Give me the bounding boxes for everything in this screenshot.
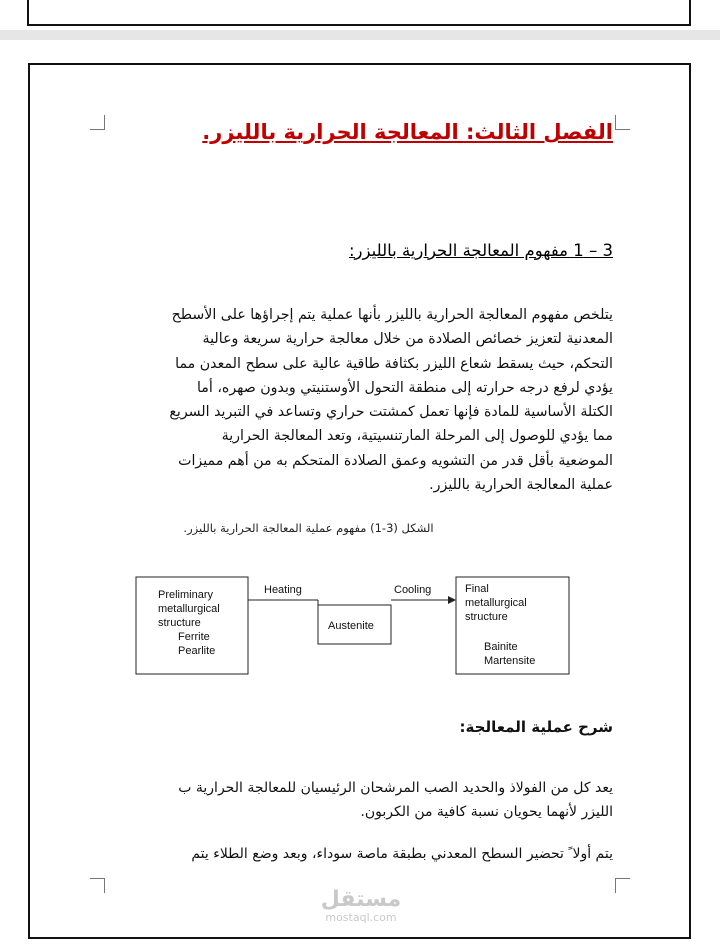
- paragraph-line: الموضعية بأقل قدر من التشويه وعمق الصلادة المتحكم به من أهم مميزات: [178, 452, 613, 469]
- paragraph-line: الليزر لأنهما يحويان نسبة كافية من الكربون.: [360, 804, 613, 820]
- figure-caption: الشكل (3-1) مفهوم عملية المعالجة الحرارية بالليزر.: [183, 521, 434, 535]
- paragraph-line: مما يؤدي للوصول إلى المرحلة المارتنسيتية، وتعد المعالجة الحرارية: [221, 428, 613, 445]
- paragraph-line: التحكم، حيث يسقط شعاع الليزر بكثافة طاقية عالية على سطح المعدن مما: [175, 355, 613, 372]
- previous-page-bottom: [0, 0, 720, 30]
- box-left-line: Pearlite: [178, 645, 216, 657]
- body-paragraph-3: يتم أولا ً تحضير السطح المعدني بطبقة ماصة سوداء، وبعد وضع الطلاء يتم: [191, 846, 613, 862]
- document-page: [0, 40, 720, 946]
- body-paragraph-2: [101, 776, 613, 824]
- box-left-line: Preliminary: [158, 589, 214, 601]
- page-gap: [0, 30, 720, 40]
- box-right-line: Bainite: [484, 641, 518, 653]
- box-right-line: structure: [465, 611, 508, 623]
- arrow-cooling-head: [448, 596, 456, 604]
- label-cooling: Cooling: [394, 584, 432, 596]
- section-title: 3 – 1 مفهوم المعالجة الحرارية بالليزر:: [349, 241, 613, 260]
- paragraph-line: يعد كل من الفولاذ والحديد الصب المرشحان الرئيسيان للمعالجة الحرارية ب: [178, 780, 613, 796]
- box-middle-text: Austenite: [328, 620, 374, 632]
- chapter-title: الفصل الثالث: المعالجة الحرارية بالليزر.: [202, 120, 613, 144]
- paragraph-line: المعدنية لتعزيز خصائص الصلادة من خلال معالجة حرارية سريعة وعالية: [202, 331, 613, 348]
- previous-page-border: [27, 0, 691, 26]
- mostaql-watermark-logo: [316, 888, 406, 924]
- box-right-line: Final: [465, 583, 489, 595]
- paragraph-line: يتلخص مفهوم المعالجة الحرارية بالليزر بأنها عملية يتم إجراؤها على الأسطح: [171, 307, 613, 323]
- paragraph-line: عملية المعالجة الحرارية بالليزر.: [429, 477, 613, 494]
- watermark-arabic: مستقل: [320, 887, 402, 912]
- explain-title: شرح عملية المعالجة:: [459, 718, 613, 736]
- box-right-line: metallurgical: [465, 597, 527, 609]
- paragraph-line: الكتلة الأساسية للمادة فإنها تعمل كمشتت حراري وتساعد في التبريد السريع: [169, 404, 613, 421]
- label-heating: Heating: [264, 584, 302, 596]
- box-left-line: structure: [158, 617, 201, 629]
- box-left-line: metallurgical: [158, 603, 220, 615]
- paragraph-line: يؤدي لرفع درجه حرارته إلى منطقة التحول الأوستنيتي وبدون صهره، أما: [196, 379, 613, 396]
- watermark-latin: mostaql.com: [325, 911, 397, 924]
- box-right-line: Martensite: [484, 655, 536, 667]
- box-left-line: Ferrite: [178, 631, 210, 643]
